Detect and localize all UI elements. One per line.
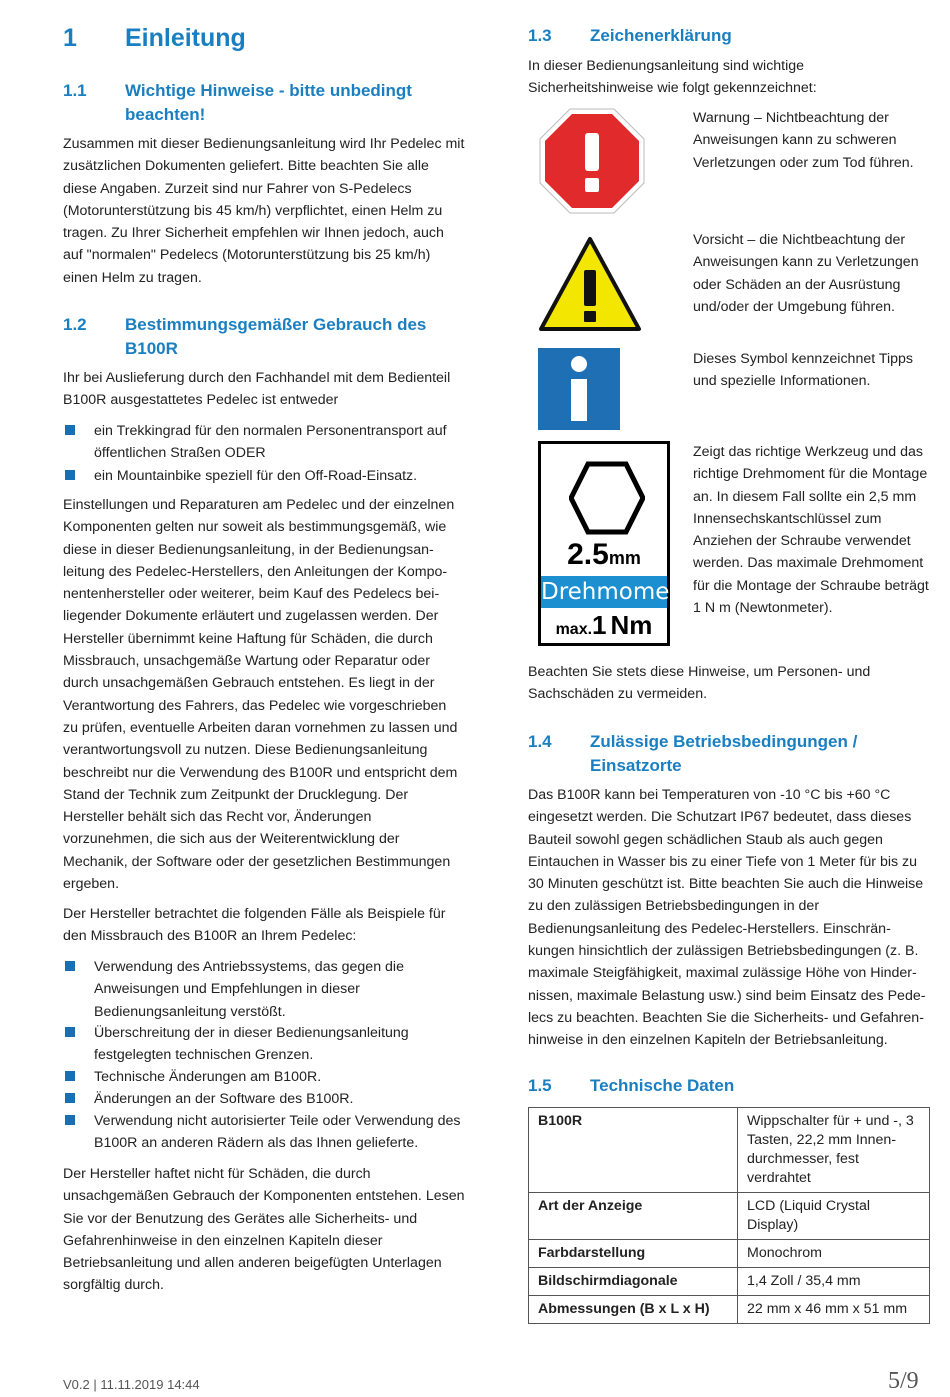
- paragraph-gebrauch-body: Einstellungen und Reparaturen am Pedelec und der einzelnen Komponenten gelten nur soweit als bestimmungsgemäß, wie diese in dieser Bedienungsanleitung, in der Bedienungsanleitung des Pedelec-Herstellers, den Anleitungen der Komponentenhersteller oder weiterer, beim Kauf des Pedelecs beiliegender Dokumente erläutert und zugelassen werden. Der Hersteller übernimmt keine Haftung für Schäden, die durch Missbrauch, unsachgemäße Wartung oder Reparatur oder durch unsachgemäßen Gebrauch entstehen. Es liegt in der Verantwortung des Fahrers, das Pedelec wie vorgeschrieben zu prüfen, eventuelle Arbeiten daran vornehmen zu lassen und verantwortungsvoll zu nutzen. Diese Bedienungsanleitung beschreibt nur die Verwendung des B100R und entspricht dem Stand der Technik zum Zeitpunkt der Drucklegung. Der Hersteller behält sich das Recht vor, Änderungen vorzunehmen, die sich aus der Weiterentwicklung der Mechanik, der Software oder der gesetzlichen Bestimmungen ergeben.: [63, 497, 458, 893]
- footer-version: V0.2 | 11.11.2019 14:44: [63, 1377, 200, 1392]
- info-text: Dieses Symbol kennzeichnet Tipps und spezielle Informationen.: [693, 351, 914, 390]
- bullet-square: [65, 470, 75, 480]
- table-row: B100R Wippschalter für + und -, 3 Tasten, 22,2 mm Innendurchmesser, fest verdrahtet: [529, 1108, 930, 1193]
- hexagon-icon: [569, 460, 645, 536]
- section-heading-1-1: [63, 79, 465, 127]
- section-title: Zulässige Betriebsbedingungen / Einsatzorte: [590, 732, 858, 775]
- torque-wrench-icon: [538, 441, 694, 646]
- wrench-size: 2.5mm: [567, 538, 641, 571]
- list-item: Überschreitung der in dieser Bedienungsanleitung festgelegten technischen Grenzen.: [63, 1022, 465, 1067]
- bullet-square: [65, 1093, 75, 1103]
- paragraph-missbrauch-intro: Der Hersteller betrachtet die folgenden Fälle als Beispiele für den Missbrauch des B100R an Ihrem Pedelec:: [63, 906, 446, 945]
- paragraph-zeichen-closing: Beachten Sie stets diese Hinweise, um Personen- und Sachschäden zu vermeiden.: [528, 664, 871, 703]
- section-number: 1.4: [528, 732, 552, 751]
- chapter-heading: [63, 24, 246, 53]
- section-heading-1-5: [528, 1074, 930, 1098]
- bullet-square: [65, 1027, 75, 1037]
- bullet-square: [65, 1071, 75, 1081]
- section-number: 1.3: [528, 26, 552, 45]
- paragraph-gebrauch-intro: Ihr bei Auslieferung durch den Fachhandel mit dem Bedienteil B100R ausgestattetes Pedelec ist entweder: [63, 370, 451, 409]
- section-title: Technische Daten: [590, 1076, 735, 1095]
- chapter-title: Einleitung: [125, 24, 246, 52]
- list-item: Verwendung des Antriebssystems, das gegen die Anweisungen und Empfehlungen in dieser Bedienungsanleitung verstößt.: [63, 956, 465, 1023]
- chapter-number: 1: [63, 24, 77, 52]
- list-item: Technische Änderungen am B100R.: [63, 1066, 465, 1088]
- section-title: Wichtige Hinweise - bitte unbedingt beachten!: [125, 81, 412, 124]
- section-number: 1.1: [63, 81, 87, 100]
- paragraph-betriebsbedingungen: Das B100R kann bei Temperaturen von -10 °C bis +60 °C eingesetzt werden. Die Schutzart IP67 bedeutet, dass dieses Bauteil sowohl gegen schädlichen Staub als auch gegen Eintauchen in Wasser bis zu einer Tiefe von 1 Meter für bis zu 30 Minuten geschützt ist. Bitte beachten Sie auch die Hinweise zu den zulässigen Betriebsbedingungen in der Bedienungsanleitung des Pedelec-Herstellers. Einschränkungen hinsichtlich der zulässigen Betriebsbedingungen (z. B. maximale Steigfähigkeit, maximal zulässige Höhe von Hindernissen, maximale Belastung usw.) sind beim Einsatz des Pedelecs zu beachten. Beachten Sie die Sicherheits- und Gefahrenhinweise in den einzelnen Kapiteln der Betriebsanleitung.: [528, 787, 926, 1049]
- paragraph-hinweise: Zusammen mit dieser Bedienungsanleitung wird Ihr Pedelec mit zusätzlichen Dokumenten geliefert. Bitte beachten Sie alle diese Angaben. Zurzeit sind nur Fahrer von S-Pedelecs (Motorunterstützung bis 45 km/h) verpflichtet, einen Helm zu tragen. Zu Ihrer Sicherheit empfehlen wir Ihnen jedoch, auch auf "normalen" Pedelecs (Motorunterstützung bis 25 km/h) einen Helm zu tragen.: [63, 136, 465, 286]
- bullet-square: [65, 425, 75, 435]
- max-torque: max.1 Nm: [555, 610, 653, 640]
- table-row: Bildschirmdiagonale 1,4 Zoll / 35,4 mm: [529, 1268, 930, 1296]
- warning-text: Warnung – Nichtbeachtung der Anweisungen kann zu schweren Verletzungen oder zum Tod führen.: [693, 110, 914, 171]
- section-title: Zeichenerklärung: [590, 26, 732, 45]
- warning-stop-icon: [538, 107, 646, 215]
- caution-triangle-icon: [538, 236, 642, 332]
- section-heading-1-4: [528, 730, 930, 778]
- torque-label: Drehmoment: [541, 576, 667, 608]
- bullet-square: [65, 961, 75, 971]
- section-number: 1.2: [63, 315, 87, 334]
- list-item: Verwendung nicht autorisierter Teile oder Verwendung des B100R an anderen Rädern als das Ihnen gelieferte.: [63, 1110, 465, 1155]
- section-title: Bestimmungsgemäßer Gebrauch des B100R: [125, 315, 427, 358]
- section-heading-1-3: [528, 24, 930, 48]
- paragraph-haftung: Der Hersteller haftet nicht für Schäden, die durch unsachgemäßen Gebrauch der Komponenten entstehen. Lesen Sie vor der Benutzung des Gerätes alle Sicherheits- und Gefahrenhinweise in den einzelnen Kapiteln dieser Betriebsanleitung und allen anderen beigefügten Unterlagen sorgfältig durch.: [63, 1166, 465, 1294]
- list-item: ein Mountainbike speziell für den Off-Road-Einsatz.: [63, 465, 465, 487]
- table-row: Farbdarstellung Monochrom: [529, 1240, 930, 1268]
- tech-data-table: [528, 1107, 930, 1324]
- list-item: ein Trekkingrad für den normalen Personentransport auf öffentlichen Straßen ODER: [63, 420, 465, 465]
- paragraph-zeichen-intro: In dieser Bedienungsanleitung sind wichtige Sicherheitshinweise wie folgt gekennzeichnet:: [528, 58, 817, 97]
- section-heading-1-2: [63, 313, 465, 361]
- caution-text: Vorsicht – die Nichtbeachtung der Anweisungen kann zu Verletzungen oder Schäden an der Ausrüstung und/oder der Umgebung führen.: [693, 232, 919, 315]
- section-number: 1.5: [528, 1076, 552, 1095]
- bullet-square: [65, 1115, 75, 1125]
- info-icon: [538, 348, 620, 430]
- table-row: Abmessungen (B x L x H) 22 mm x 46 mm x 51 mm: [529, 1296, 930, 1324]
- tool-text: Zeigt das richtige Werkzeug und das richtige Drehmoment für die Montage an. In diesem Fall sollte ein 2,5 mm Innensechskantschlüssel zum Anziehen der Schraube verwendet werden. Das maximale Drehmoment für die Montage der Schraube beträgt 1 N m (Newtonmeter).: [693, 444, 929, 617]
- page-number: 5/9: [888, 1368, 919, 1394]
- list-item: Änderungen an der Software des B100R.: [63, 1088, 465, 1110]
- table-row: Art der Anzeige LCD (Liquid Crystal Display): [529, 1193, 930, 1240]
